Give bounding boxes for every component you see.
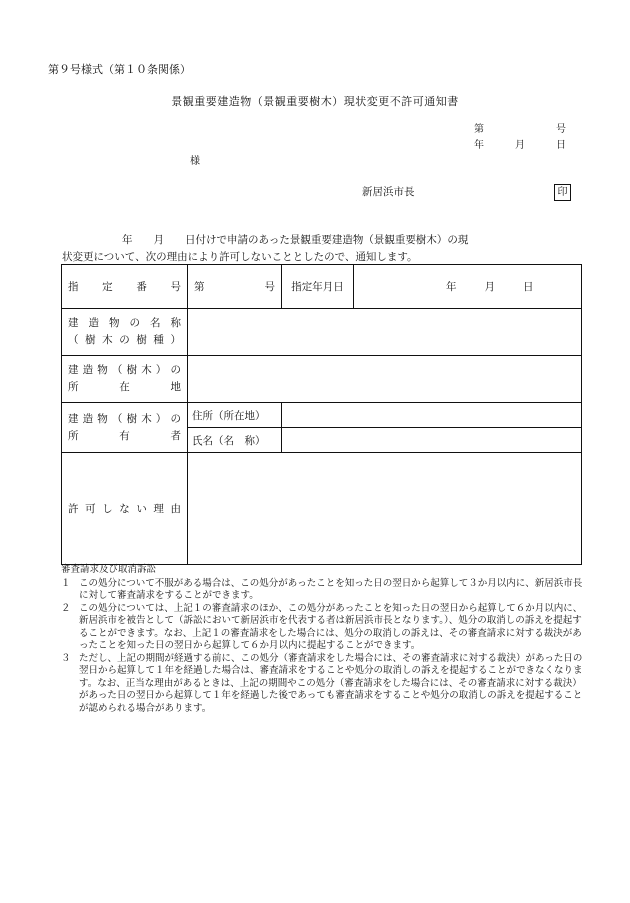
owner-label-2: 所 有 者 [68, 429, 181, 442]
location-row [62, 356, 582, 403]
note-number: １ [61, 577, 71, 589]
notes-section [61, 564, 591, 715]
note-item [61, 578, 591, 603]
designation-number-prefix: 第 [194, 281, 205, 293]
date-month: 月 [515, 140, 525, 151]
name-label-2: （ 樹 木 の 樹 種 ） [68, 334, 181, 346]
number-suffix: 号 [556, 124, 566, 135]
location-value-cell[interactable] [188, 356, 582, 403]
name-value-cell[interactable] [188, 309, 582, 356]
designation-date-month: 月 [484, 281, 495, 293]
owner-name-value[interactable] [282, 428, 582, 453]
owner-label-1: 建 造 物 （ 樹 木 ） の [68, 412, 181, 425]
body-text [62, 232, 582, 266]
designation-label-cell [62, 265, 188, 309]
reason-label-cell [62, 453, 188, 565]
designation-label: 指 定 番 号 [68, 281, 181, 293]
seal-box [554, 184, 571, 201]
note-item [61, 603, 591, 653]
notes-heading: 審査請求及び取消訴訟 [61, 564, 157, 575]
note-text: ただし、上記の期間が経過する前に、この処分（審査請求をした場合には、その審査請求に対する裁決）があった日の翌日から起算して１年を経過した場合は、審査請求をすることや処分の取消しの訴えを提起することができなくなります。なお、正当な理由があるときは、上記の期間やこの処分（審査請求をした場合には、その審査請求に対する裁決）があった日の翌日から起算して１年を経過した後であっても審査請求をすることや処分の取消しの訴えを提起することが認められる場合があります。 [79, 652, 583, 714]
designation-date-day: 日 [523, 281, 534, 293]
designation-row [62, 265, 582, 309]
designation-date-year: 年 [446, 281, 457, 293]
location-label-2: 所 在 地 [68, 381, 181, 393]
document-title: 景観重要建造物（景観重要樹木）現状変更不許可通知書 [171, 95, 459, 108]
body-line-2: 状変更について、次の理由により許可しないこととしたので、通知します。 [62, 251, 418, 263]
addressee-suffix: 様 [190, 156, 200, 167]
number-prefix: 第 [474, 124, 484, 135]
issuer: 新居浜市長 [362, 186, 415, 198]
body-line-1: 年 月 日付けで申請のあった景観重要建造物（景観重要樹木）の現 [122, 234, 469, 246]
owner-address-row [62, 403, 582, 428]
note-number: ３ [61, 652, 71, 664]
name-label-cell [62, 309, 188, 356]
note-text: この処分について不服がある場合は、この処分があったことを知った日の翌日から起算して３か月以内に、新居浜市長に対して審査請求をすることができます。 [79, 577, 583, 601]
note-text: この処分については、上記１の審査請求のほか、この処分があったことを知った日の翌日から起算して６か月以内に、新居浜市を被告として（訴訟において新居浜市を代表する者は新居浜市長となります。）、処分の取消しの訴えを提起することができます。なお、上記１の審査請求をした場合には、処分の取消しの訴えは、その審査請求に対する裁決があったことを知った日の翌日から起算して６か月以内に提起することができます。 [79, 602, 583, 651]
reason-value-cell[interactable] [188, 453, 582, 565]
date-year: 年 [474, 140, 484, 151]
designation-date-label: 指定年月日 [282, 265, 354, 309]
owner-address-value[interactable] [282, 403, 582, 428]
details-table [61, 264, 582, 565]
form-id: 第９号様式（第１０条関係） [48, 63, 191, 76]
note-item [61, 653, 591, 716]
owner-label-cell [62, 403, 188, 453]
designation-date-cell[interactable] [354, 265, 582, 309]
reason-label: 許 可 し な い 理 由 [68, 503, 181, 515]
seal-mark: 印 [554, 184, 571, 201]
location-label-1: 建 造 物 （ 樹 木 ） の [68, 364, 181, 376]
owner-name-label: 氏名（名 称） [188, 428, 282, 453]
designation-number-cell[interactable] [188, 265, 282, 309]
location-label-cell [62, 356, 188, 403]
reason-row [62, 453, 582, 565]
name-label-1: 建 造 物 の 名 称 [68, 317, 181, 329]
designation-number-suffix: 号 [264, 281, 275, 293]
name-row [62, 309, 582, 356]
note-number: ２ [61, 602, 71, 614]
date-day: 日 [556, 140, 566, 151]
owner-address-label: 住所（所在地） [188, 403, 282, 428]
